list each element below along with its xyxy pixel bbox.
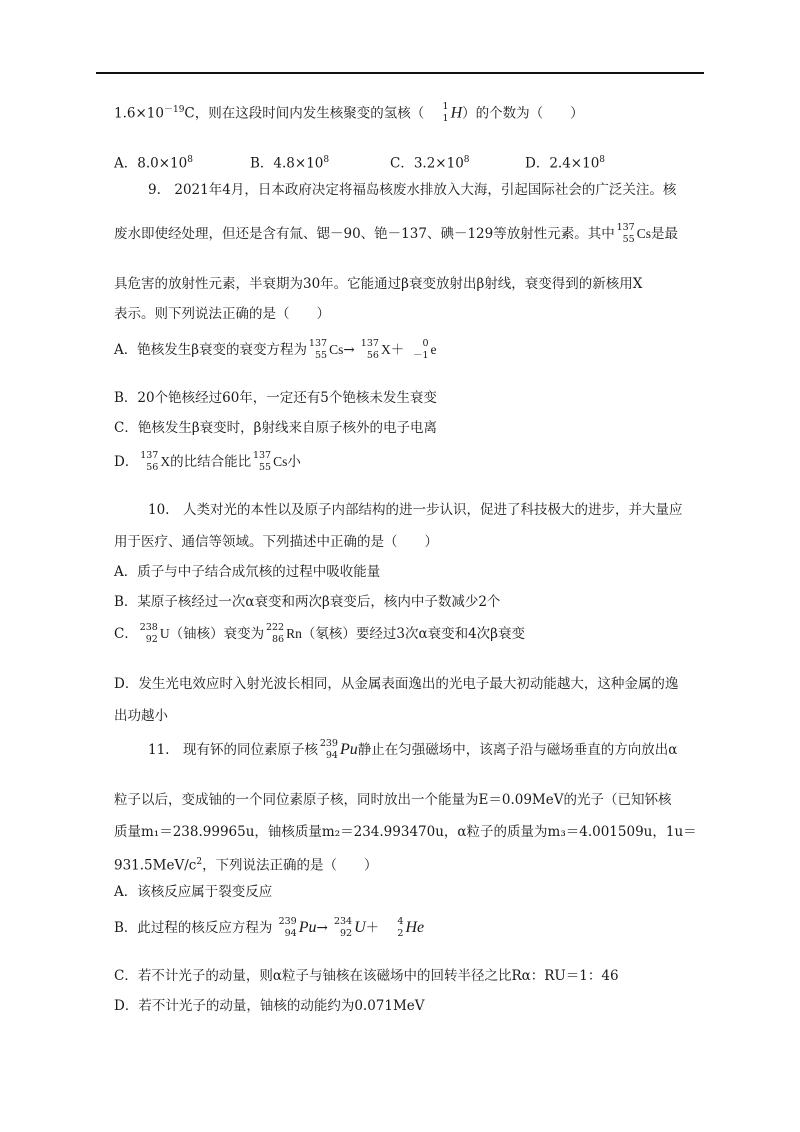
q9-option-c: C．铯核发生β衰变时，β射线来自原子核外的电子电离	[114, 420, 437, 436]
u238-nuclide: 238 92	[139, 621, 158, 645]
q8-option-a: A．$8.0\times 10^8$	[114, 155, 193, 172]
q9-option-d: D． 137 56 X的比结合能比 137 55 Cs小	[114, 449, 301, 473]
q9-option-b: B．20个铯核经过60年，一定还有5个铯核未发生衰变	[114, 390, 437, 406]
cs-nuclide-a: 137 55	[308, 337, 328, 361]
x-nuclide: 137 56	[360, 337, 379, 361]
q9-stem-line3: 具危害的放射性元素，半衰期为30年。它能通过β衰变放射出β射线，衰变得到的新核用X	[114, 276, 643, 292]
q9-stem-line4: 表示。则下列说法正确的是（ ）	[114, 306, 330, 322]
q11-stem-line1: 11. 现有钚的同位素原子核 239 94 Pu静止在匀强磁场中，该离子沿与磁场垂直的方向放出α	[148, 737, 678, 761]
q11-option-b: B．此过程的核反应方程为 239 94 Pu→ 234 92 U＋ 4 2 He	[114, 915, 425, 939]
q9-option-a: A．铯核发生β衰变的衰变方程为 137 55 Cs→ 137 56 X＋ 0 －1 e	[114, 337, 437, 361]
header-rule	[96, 72, 704, 74]
q10-stem-line2: 用于医疗、通信等领域。下列描述中正确的是（ ）	[114, 534, 438, 550]
q8-option-c: C．$3.2\times 10^8$	[390, 155, 470, 172]
rn222-nuclide: 222 86	[265, 621, 285, 645]
q10-option-c: C． 238 92 U（铀核）衰变为 222 86 Rn（氡核）要经过3次α衰变和4次β衰变	[114, 621, 525, 645]
q10-option-d-line1: D．发生光电效应时入射光波长相同，从金属表面逸出的光电子最大初动能越大，这种金属的逸	[114, 676, 679, 692]
q9-stem-line1: 9. 2021年4月，日本政府决定将福岛核废水排放入大海，引起国际社会的广泛关注。核	[148, 182, 677, 198]
pu239-nuclide-b: 239 94	[278, 915, 297, 939]
q10-stem-line1: 10. 人类对光的本性以及原子内部结构的进一步认识，促进了科技极大的进步，并大量应	[148, 502, 683, 518]
q11-option-c: C．若不计光子的动量，则α粒子与铀核在该磁场中的回转半径之比Rα：RU＝1：46	[114, 968, 619, 984]
q9-stem-line2: 废水即使经处理，但还是含有氚、锶－90、铯－137、碘－129等放射性元素。其中 137 55 Cs是最	[114, 221, 678, 245]
q8-option-d: D．$2.4\times 10^8$	[525, 155, 606, 172]
q11-stem-line4: $931.5MeV/c^2$，下列说法正确的是（ ）	[114, 857, 378, 874]
q11-option-d: D．若不计光子的动量，铀核的动能约为0.071MeV	[114, 998, 425, 1014]
q10-option-d-line2: 出功越小	[114, 708, 168, 724]
q11-stem-line3: 质量m₁＝238.99965u，铀核质量m₂＝234.993470u，α粒子的质量为m₃＝4.001509u，1u＝	[114, 824, 697, 840]
he4-nuclide: 4 2	[397, 915, 404, 939]
q11-option-a: A．该核反应属于裂变反应	[114, 884, 273, 900]
electron-symbol: 0 －1	[412, 337, 429, 361]
hydrogen-nuclide: 1 1	[442, 101, 449, 124]
q8-option-b: B．$4.8\times 10^8$	[250, 155, 330, 172]
q10-option-b: B．某原子核经过一次α衰变和两次β衰变后，核内中子数减少2个	[114, 594, 501, 610]
q11-stem-line2: 粒子以后，变成铀的一个同位素原子核，同时放出一个能量为E＝0.09MeV的光子（已知钚核	[114, 792, 672, 808]
q8-stem-continuation: $1.6\times 10^{-19}C$，则在这段时间内发生核聚变的氢核（ 1 1 H）的个数为（ ）	[114, 101, 584, 124]
cs-nuclide-d: 137 55	[252, 449, 272, 473]
x-nuclide-d: 137 56	[140, 449, 159, 473]
cs-nuclide: 137 55	[616, 221, 635, 245]
pu239-nuclide: 239 94	[319, 737, 338, 761]
q10-option-a: A．质子与中子结合成氘核的过程中吸收能量	[114, 564, 381, 580]
u234-nuclide: 234 92	[333, 915, 353, 939]
